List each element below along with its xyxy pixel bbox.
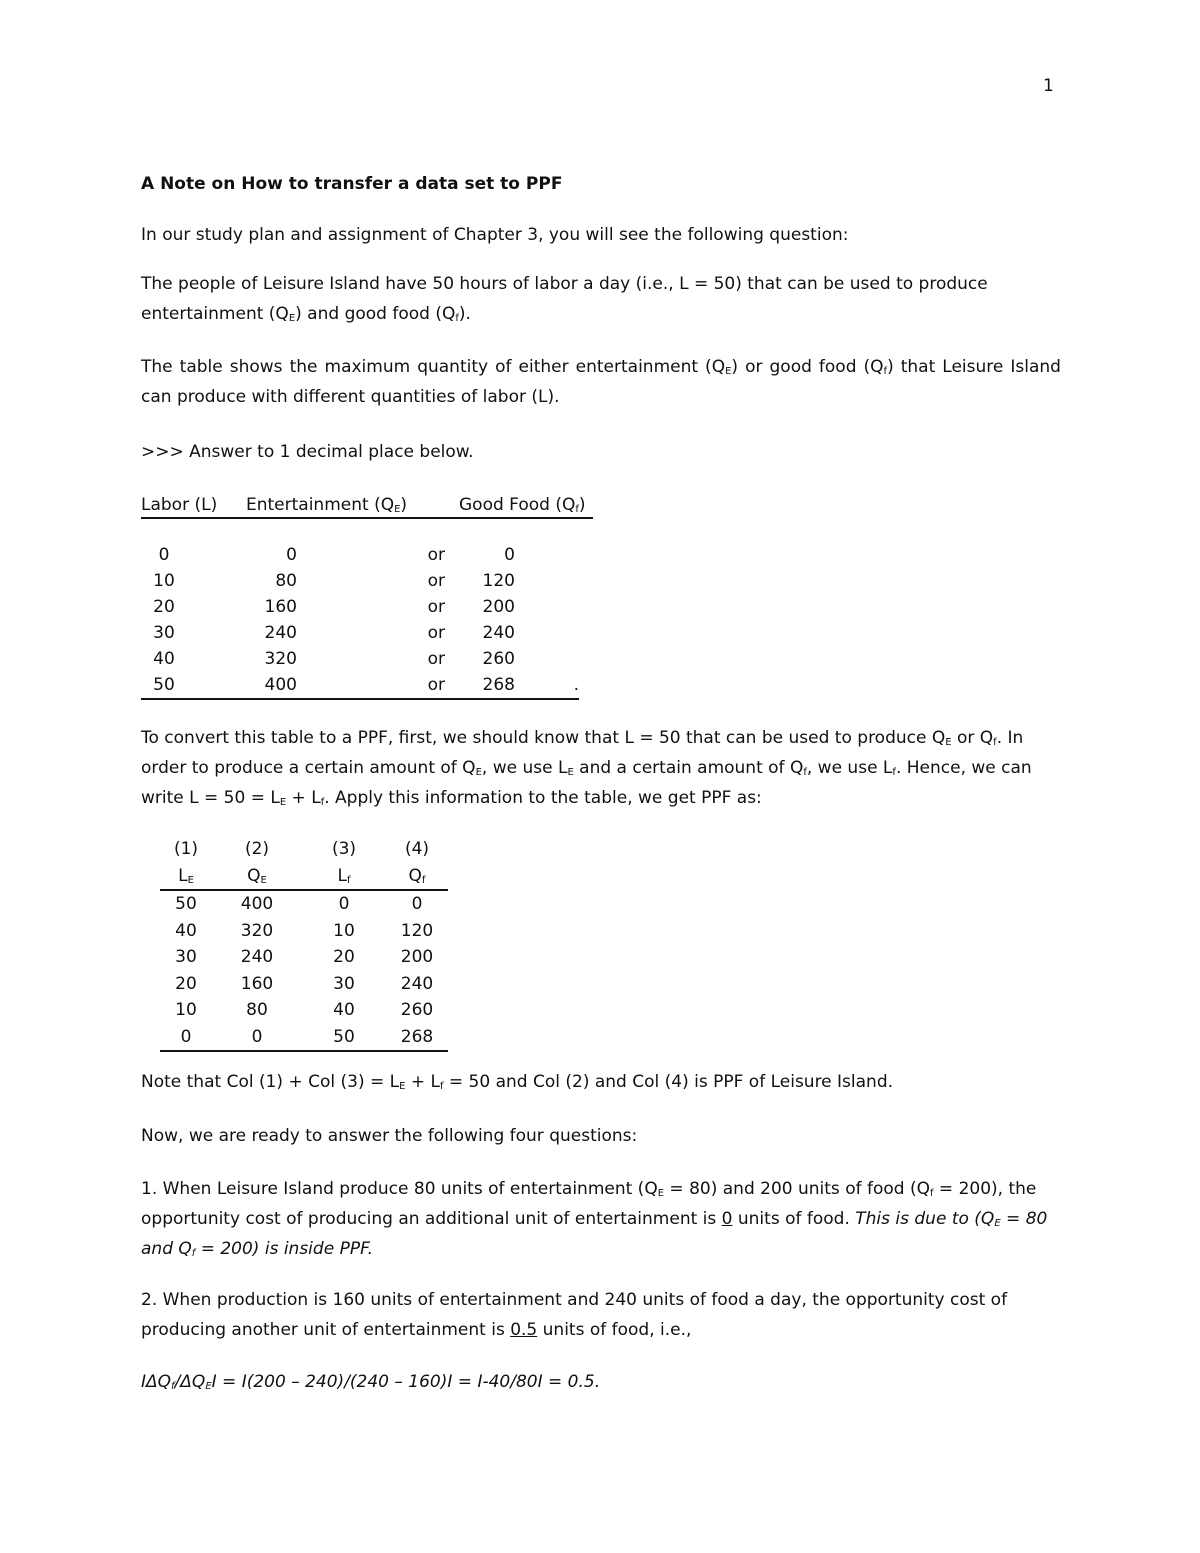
data-table-header — [141, 495, 593, 519]
cell-labor: 20 — [153, 597, 175, 617]
ppf-cell: 160 — [240, 973, 274, 994]
ppf-cell: 50 — [302, 1024, 386, 1052]
cell-or: or — [427, 649, 445, 669]
document-title: A Note on How to transfer a data set to PPF — [141, 174, 563, 194]
spacer-cell — [519, 542, 579, 568]
data-table-row — [141, 672, 579, 699]
cell-good-food: 268 — [445, 672, 519, 699]
ppf-cell: 0 — [212, 1024, 302, 1052]
ppf-cell: 20 — [175, 973, 197, 994]
ppf-column-label: $L_E$ — [160, 863, 212, 891]
ppf-table-row — [160, 1024, 448, 1052]
cell-entertainment: 240 — [264, 623, 297, 643]
data-table-row — [141, 594, 579, 620]
ppf-table-row — [160, 944, 448, 971]
cell-labor: 30 — [153, 623, 175, 643]
ppf-cell: 0 — [411, 894, 423, 915]
ppf-column-label: $Q_E$ — [212, 863, 302, 891]
cell-labor: 0 — [158, 545, 170, 565]
header-entertainment: Entertainment $(Q_E)$ — [246, 495, 408, 515]
cell-good-food: 200 — [482, 597, 515, 617]
ppf-cell: 30 — [333, 973, 355, 994]
ppf-column-number: (4) — [404, 839, 430, 860]
question-2: 2. When production is 160 units of entertainment and 240 units of food a day, the opportunity cost of producing another unit of entertainment is 0.5 units of food, i.e., — [141, 1290, 1008, 1340]
ppf-table-row — [160, 918, 448, 945]
ppf-column-number: (3) — [331, 839, 357, 860]
question-paragraph-1: The people of Leisure Island have 50 hours of labor a day (i.e., L = 50) that can be used to produce entertainment $(Q_E)$ and good food $(Q_f)$. — [141, 274, 988, 324]
ppf-table-row — [160, 997, 448, 1024]
header-good-food: Good Food $(Q_f)$ — [459, 495, 586, 515]
ppf-cell: 0 — [160, 1024, 212, 1052]
ppf-cell: 10 — [333, 920, 355, 941]
cell-entertainment: 160 — [264, 597, 297, 617]
cell-good-food: 120 — [482, 571, 515, 591]
cell-good-food: 260 — [482, 649, 515, 669]
spacer-cell — [519, 646, 579, 672]
ppf-cell: 30 — [175, 947, 197, 968]
cell-entertainment: 400 — [187, 672, 297, 699]
ppf-cell: 0 — [338, 894, 350, 915]
ppf-cell: 400 — [240, 894, 274, 915]
note-paragraph: Note that Col (1) + Col $(3) = L_E + L_f = 50$ and Col (2) and Col (4) is PPF of Leisure Island. — [141, 1072, 894, 1092]
question-paragraph-2: The table shows the maximum quantity of either entertainment $(Q_E)$ or good food $(Q_f)$ that Leisure Island can produce with different quantities of labor (L). — [141, 357, 1061, 407]
page-number: 1 — [1043, 76, 1054, 96]
cell-good-food: 240 — [482, 623, 515, 643]
ppf-column-label: $L_f$ — [302, 863, 386, 891]
ppf-column-labels-row — [160, 863, 448, 891]
cell-labor: 10 — [153, 571, 175, 591]
instruction-text: >>> Answer to 1 decimal place below. — [141, 442, 474, 462]
ppf-cell: 240 — [240, 947, 274, 968]
cell-labor: 40 — [153, 649, 175, 669]
cell-good-food: 0 — [504, 545, 515, 565]
ppf-cell: 260 — [400, 1000, 434, 1021]
cell-entertainment: 320 — [264, 649, 297, 669]
header-labor: Labor (L) — [141, 495, 218, 515]
ready-paragraph: Now, we are ready to answer the following four questions: — [141, 1126, 638, 1146]
ppf-column-numbers-row — [160, 836, 448, 863]
data-table-row — [141, 646, 579, 672]
ppf-table-row — [160, 971, 448, 998]
ppf-cell: 40 — [175, 920, 197, 941]
ppf-cell: 80 — [246, 1000, 268, 1021]
cell-or: or — [427, 597, 445, 617]
data-table-row — [141, 620, 579, 646]
ppf-cell: 240 — [400, 973, 434, 994]
formula: $I\Delta Q_f/\Delta Q_EI = I(200 - 240)/(240 - 160)I = I-40/80I = 0.5$. — [141, 1372, 601, 1392]
spacer-cell — [519, 594, 579, 620]
ppf-cell: 200 — [400, 947, 434, 968]
ppf-cell: 268 — [386, 1024, 448, 1052]
question-1: 1. When Leisure Island produce 80 units of entertainment $(Q_E = 80)$ and 200 units of food $(Q_f = 200)$, the opportunity cost of producing an additional unit of entertainment is 0 units of food. This is due to ($Q_E = 80$ and $Q_f = 200$) is inside PPF. — [141, 1179, 1048, 1259]
q2-answer: 0.5 — [510, 1320, 538, 1340]
cell-entertainment: 80 — [275, 571, 297, 591]
spacer-cell — [519, 568, 579, 594]
ppf-cell: 320 — [240, 920, 274, 941]
ppf-cell: 10 — [175, 1000, 197, 1021]
cell-or: or — [427, 571, 445, 591]
ppf-table — [160, 836, 448, 1052]
convert-paragraph: To convert this table to a PPF, first, we should know that L = 50 that can be used to produce $Q_E$ or $Q_f$. In order to produce a certain amount of $Q_E$, we use $L_E$ and a certain amount of $Q_f$, we use $L_f$. Hence, we can write $L = 50 = L_E + L_f$. Apply this information to the table, we get PPF as: — [141, 728, 1032, 808]
cell-entertainment: 0 — [286, 545, 297, 565]
ppf-column-label: $Q_f$ — [386, 863, 448, 891]
data-table-row — [141, 542, 579, 568]
cell-or: or — [427, 545, 445, 565]
trailing-mark: . — [519, 672, 579, 699]
spacer-cell — [519, 620, 579, 646]
cell-or: or — [427, 623, 445, 643]
ppf-table-row — [160, 890, 448, 918]
ppf-cell: 40 — [333, 1000, 355, 1021]
cell-labor: 50 — [141, 672, 187, 699]
ppf-column-number: (1) — [173, 839, 199, 860]
intro-paragraph: In our study plan and assignment of Chapter 3, you will see the following question: — [141, 225, 849, 245]
q1-answer: 0 — [721, 1209, 733, 1229]
ppf-column-number: (2) — [244, 839, 270, 860]
ppf-cell: 120 — [400, 920, 434, 941]
ppf-cell: 50 — [175, 894, 197, 915]
data-table-row — [141, 568, 579, 594]
data-table — [141, 542, 579, 700]
ppf-cell: 20 — [333, 947, 355, 968]
cell-or: or — [297, 672, 445, 699]
